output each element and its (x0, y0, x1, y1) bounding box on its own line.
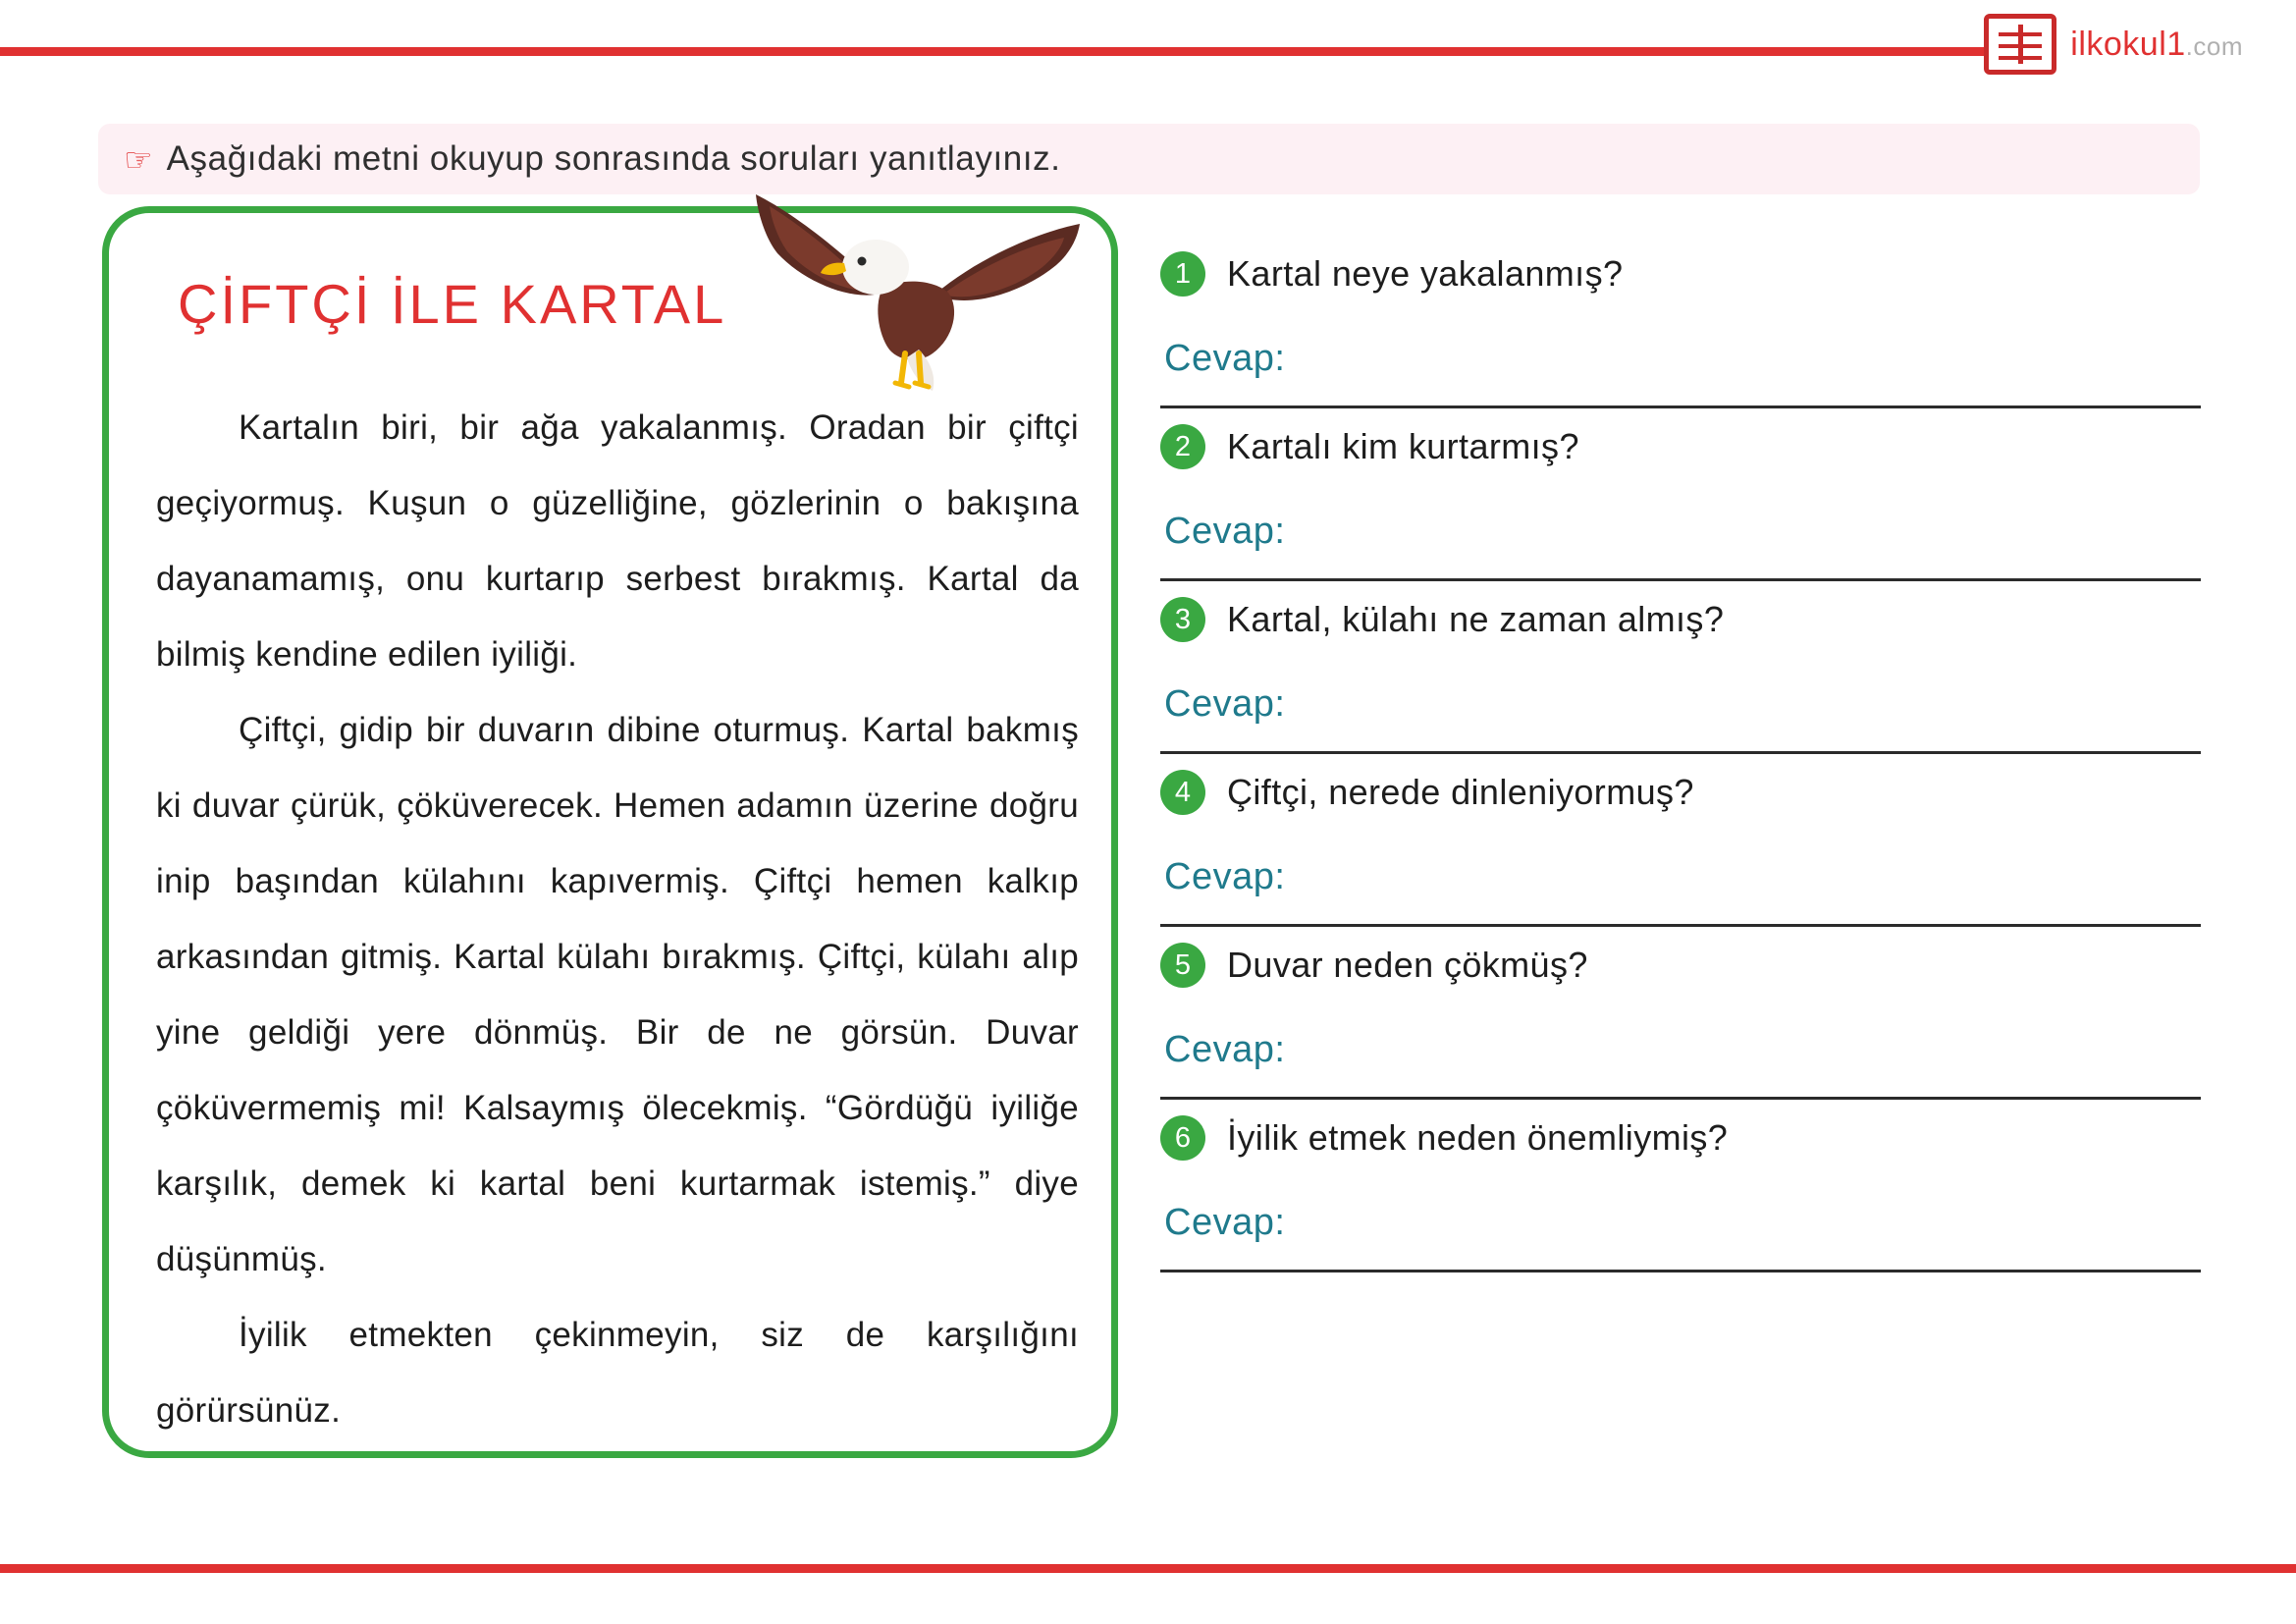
question-text: Kartal, külahı ne zaman almış? (1227, 599, 1725, 639)
question-block (1160, 754, 2201, 927)
answer-field[interactable] (1160, 658, 2201, 754)
story-body (156, 390, 1079, 1448)
question-number: 5 (1160, 943, 1205, 988)
question-block (1160, 1100, 2201, 1272)
story-paragraph: Kartalın biri, bir ağa yakalanmış. Oradan bir çiftçi geçiyormuş. Kuşun o güzelliğine, gözlerinin o bakışına dayanamamış, onu kurtarıp serbest bırakmış. Kartal da bilmiş kendine edilen iyiliği. (156, 408, 1079, 674)
footer-rule (0, 1564, 2296, 1573)
story-panel (102, 206, 1118, 1458)
instruction-bar (98, 124, 2200, 194)
answer-label: Cevap: (1164, 511, 1286, 552)
answer-field[interactable] (1160, 831, 2201, 927)
question-row (1160, 754, 2201, 831)
question-block (1160, 408, 2201, 581)
open-book-icon (1984, 14, 2056, 75)
question-number: 3 (1160, 597, 1205, 642)
answer-field[interactable] (1160, 1176, 2201, 1272)
question-row (1160, 408, 2201, 485)
pointing-hand-icon: ☞ (124, 140, 153, 178)
question-text: Kartalı kim kurtarmış? (1227, 426, 1579, 466)
answer-field[interactable] (1160, 485, 2201, 581)
question-row (1160, 581, 2201, 658)
site-logo (1984, 14, 2243, 75)
question-number: 6 (1160, 1115, 1205, 1161)
question-number: 1 (1160, 251, 1205, 297)
instruction-text: Aşağıdaki metni okuyup sonrasında soruları yanıtlayınız. (166, 139, 1061, 178)
question-row (1160, 927, 2201, 1003)
question-text: Çiftçi, nerede dinleniyormuş? (1227, 772, 1694, 812)
answer-label: Cevap: (1164, 683, 1286, 725)
question-row (1160, 236, 2201, 312)
answer-label: Cevap: (1164, 1029, 1286, 1070)
question-block (1160, 236, 2201, 408)
answer-label: Cevap: (1164, 856, 1286, 897)
answer-field[interactable] (1160, 312, 2201, 408)
header-rule (0, 47, 2022, 56)
logo-name: ilkokul1 (2070, 25, 2186, 63)
question-number: 4 (1160, 770, 1205, 815)
answer-label: Cevap: (1164, 1202, 1286, 1243)
question-block (1160, 581, 2201, 754)
question-number: 2 (1160, 424, 1205, 469)
question-row (1160, 1100, 2201, 1176)
answer-label: Cevap: (1164, 338, 1286, 379)
question-text: Duvar neden çökmüş? (1227, 945, 1588, 985)
question-text: İyilik etmek neden önemliymiş? (1227, 1117, 1729, 1158)
story-paragraph: İyilik etmekten çekinmeyin, siz de karşılığını görürsünüz. (156, 1316, 1079, 1430)
question-block (1160, 927, 2201, 1100)
question-text: Kartal neye yakalanmış? (1227, 253, 1624, 294)
logo-domain: .com (2185, 30, 2243, 61)
answer-field[interactable] (1160, 1003, 2201, 1100)
story-title: ÇİFTÇİ İLE KARTAL (178, 273, 727, 335)
logo-text (2070, 26, 2243, 64)
story-paragraph: Çiftçi, gidip bir duvarın dibine oturmuş. Kartal bakmış ki duvar çürük, çöküverecek. Hemen adamın üzerine doğru inip başından külahını kapıvermiş. Çiftçi hemen kalkıp arkasından gitmiş. Kartal külahı bırakmış. Çiftçi, külahı alıp yine geldiği yere dönmüş. Bir de ne görsün. Duvar çöküvermemiş mi! Kalsaymış ölecekmiş. “Gördüğü iyiliğe karşılık, demek ki kartal beni kurtarmak istemiş.” diye düşünmüş. (156, 711, 1079, 1278)
questions-list (1160, 236, 2201, 1272)
